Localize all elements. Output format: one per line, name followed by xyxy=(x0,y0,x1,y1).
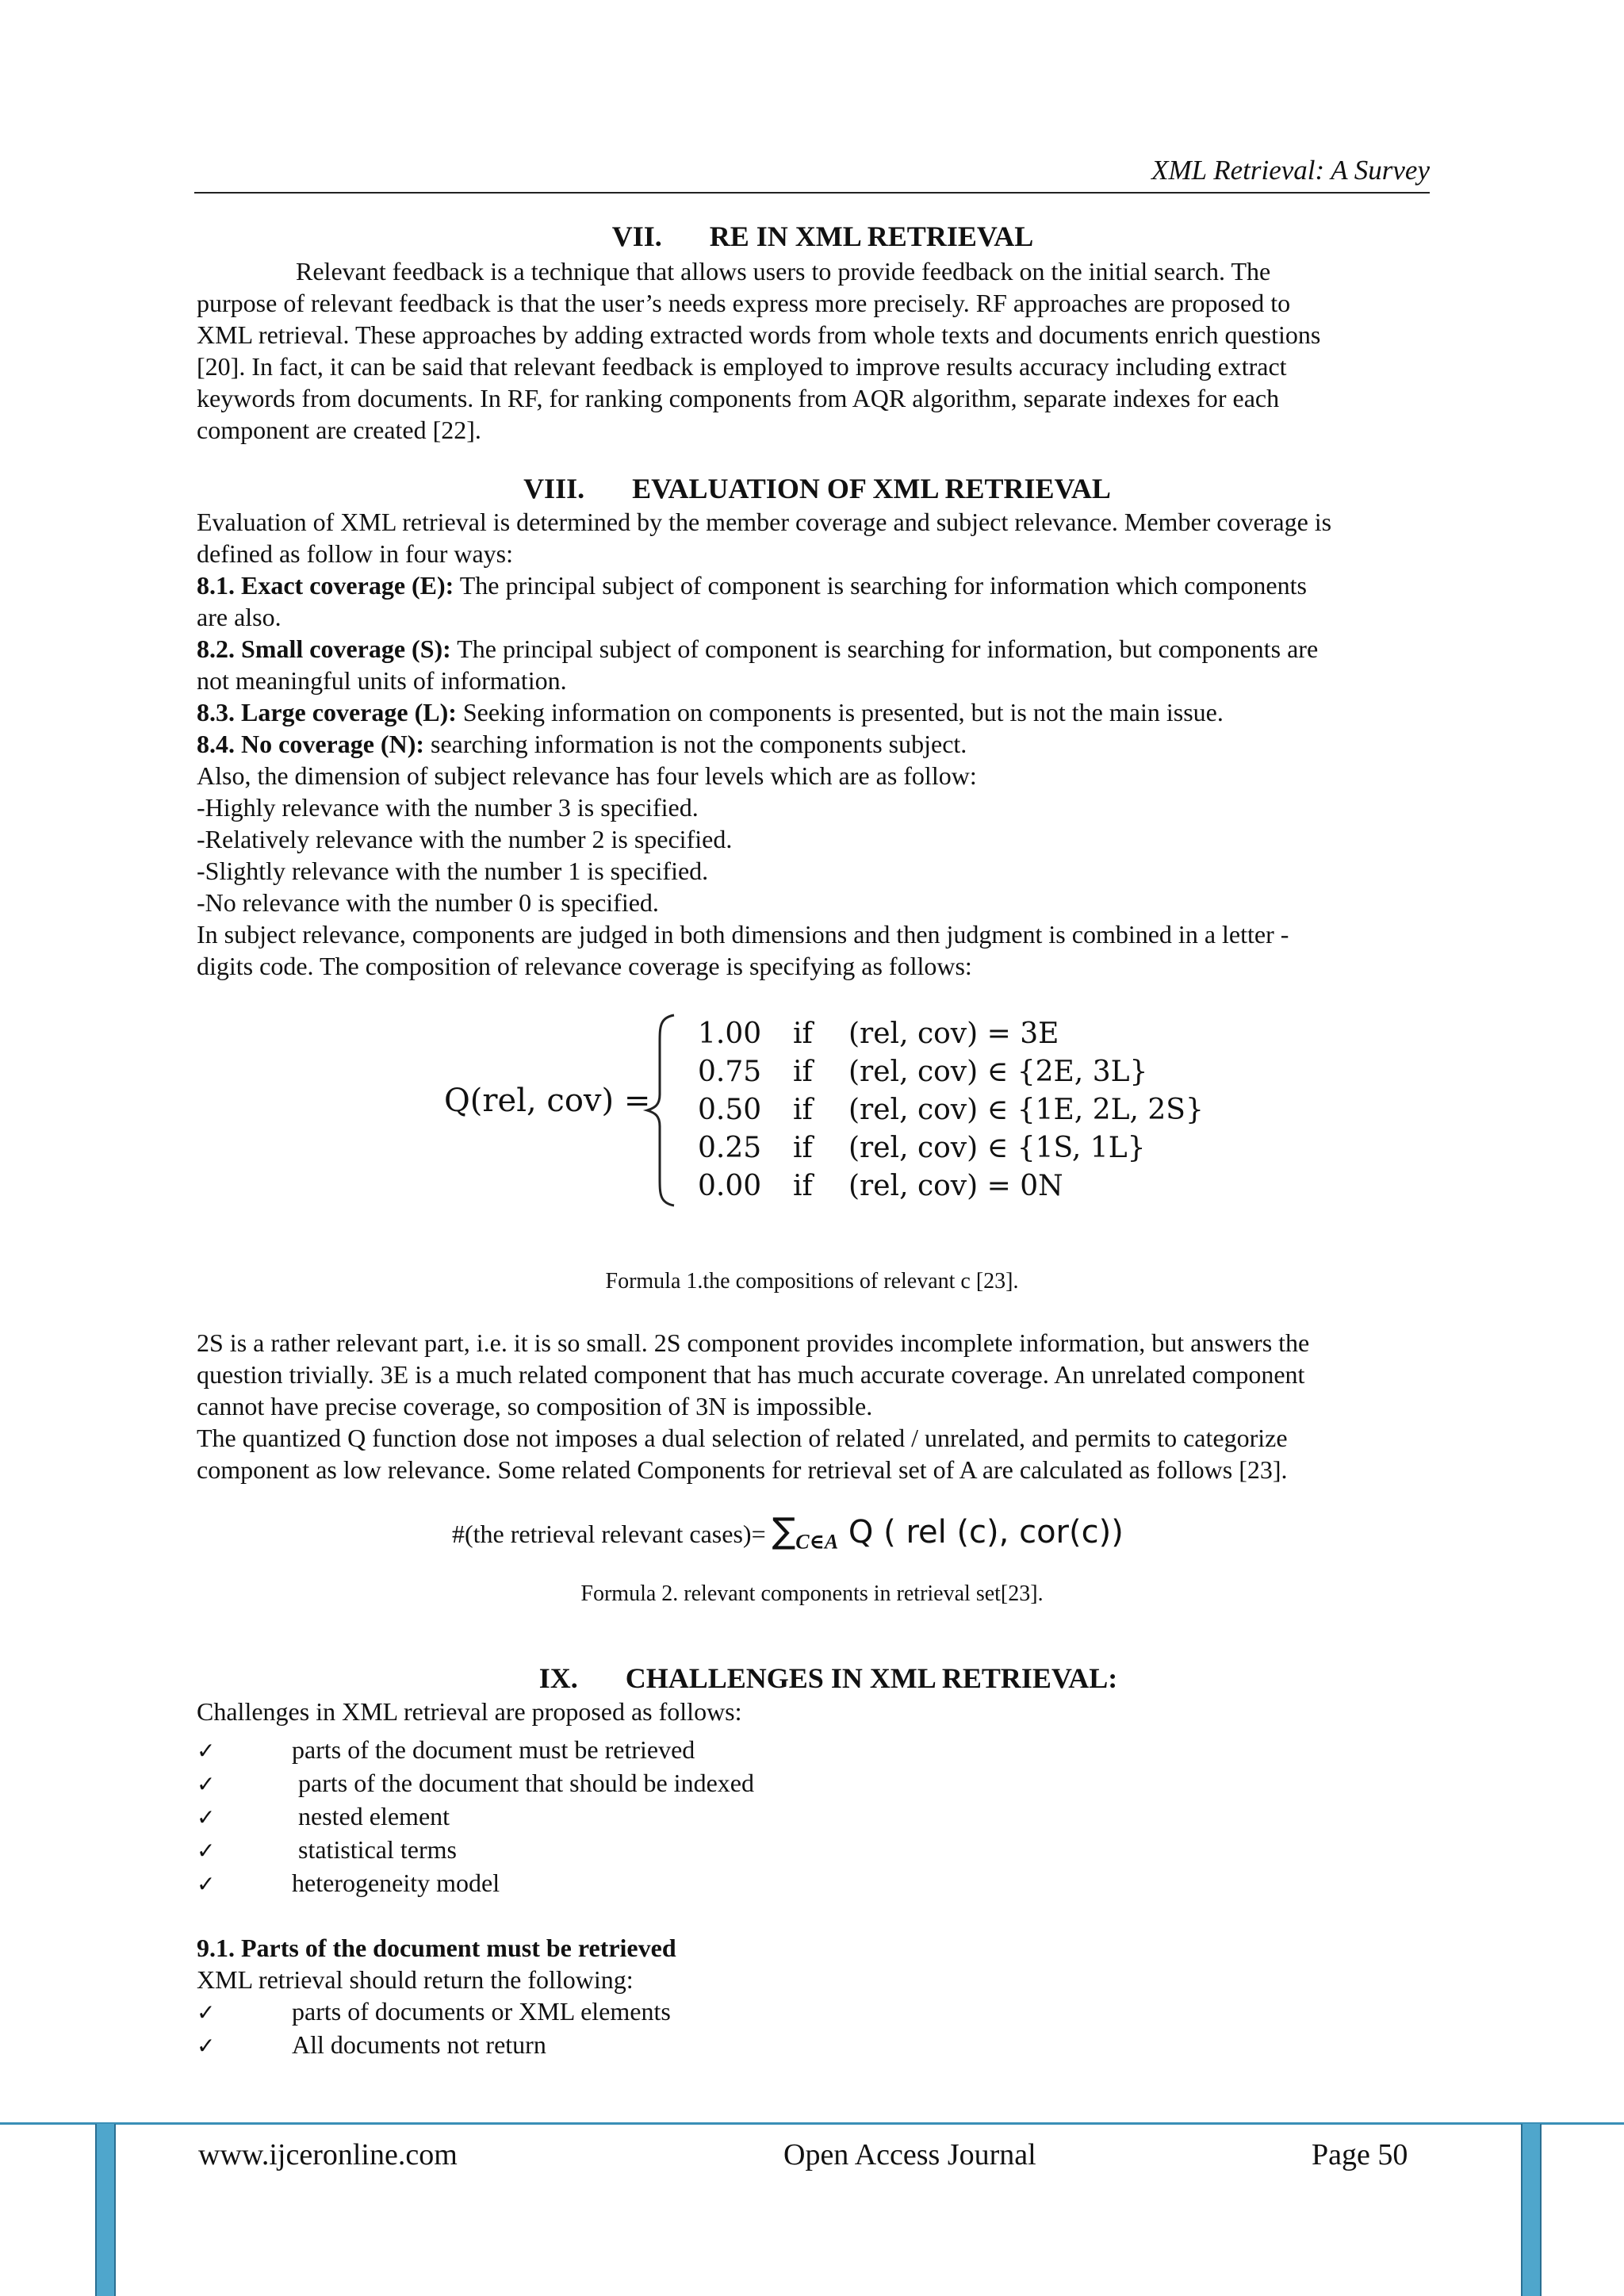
sum-symbol: ∑ xyxy=(772,1511,796,1551)
formula-1-case: 0.25 if (rel, cov) ∈ {1S, 1L} xyxy=(698,1132,1146,1164)
paragraph-line: component are created [22]. xyxy=(197,416,481,444)
relevance-line: -No relevance with the number 0 is specified. xyxy=(197,888,659,917)
checklist-item: ✓ heterogeneity model xyxy=(197,1867,1427,1900)
checklist-item: ✓ parts of the document must be retrieved xyxy=(197,1734,1427,1767)
section-7-number: VII. xyxy=(611,220,662,252)
section-8-number: VIII. xyxy=(523,473,585,504)
formula-1-lhs: Q(rel, cov) = xyxy=(444,1083,651,1119)
coverage-item-small: 8.2. Small coverage (S): The principal subject of component is searching for information, but components are xyxy=(197,634,1319,663)
paragraph-line: purpose of relevant feedback is that the user’s needs express more precisely. RF approaches are proposed to xyxy=(197,289,1291,317)
formula-2-rhs: Q ( rel (c), cor(c)) xyxy=(838,1514,1124,1550)
relevance-line: Also, the dimension of subject relevance has four levels which are as follow: xyxy=(197,761,977,790)
footer-right-bar xyxy=(1521,2124,1542,2296)
paragraph-line: XML retrieval should return the following: xyxy=(197,1965,634,1994)
section-8-body xyxy=(197,506,1427,982)
relevance-line: -Highly relevance with the number 3 is specified. xyxy=(197,793,699,822)
section-9-title: CHALLENGES IN XML RETRIEVAL: xyxy=(625,1662,1118,1694)
paragraph-line: cannot have precise coverage, so composition of 3N is impossible. xyxy=(197,1392,873,1420)
formula-1 xyxy=(444,1003,1204,1217)
section-9-heading xyxy=(197,1662,1427,1694)
paragraph-line: [20]. In fact, it can be said that relevant feedback is employed to improve results accuracy including extract xyxy=(197,352,1287,381)
running-title: XML Retrieval: A Survey xyxy=(1151,155,1430,186)
relevance-line: -Relatively relevance with the number 2 is specified. xyxy=(197,825,733,853)
formula-2-caption: Formula 2. relevant components in retrieval set[23]. xyxy=(580,1581,1044,1606)
section-9-body xyxy=(197,1696,1427,2062)
formula-1-case: 0.75 if (rel, cov) ∈ {2E, 3L} xyxy=(698,1056,1148,1088)
footer-journal: Open Access Journal xyxy=(783,2138,1036,2171)
check-icon: ✓ xyxy=(197,1999,216,2026)
paragraph-line: Relevant feedback is a technique that allows users to provide feedback on the initial search. The xyxy=(296,257,1271,286)
check-icon: ✓ xyxy=(197,1838,216,1864)
relevance-line: In subject relevance, components are judged in both dimensions and then judgment is combined in a letter - xyxy=(197,920,1289,949)
paragraph-line: 2S is a rather relevant part, i.e. it is so small. 2S component provides incomplete information, but answers the xyxy=(197,1328,1310,1357)
paragraph-line: Challenges in XML retrieval are proposed as follows: xyxy=(197,1697,742,1726)
section-7-title: RE IN XML RETRIEVAL xyxy=(709,220,1034,252)
formula-1-caption: Formula 1.the compositions of relevant c [23]. xyxy=(605,1269,1019,1294)
paragraph-line: Evaluation of XML retrieval is determined by the member coverage and subject relevance. Member coverage is xyxy=(197,508,1332,536)
paragraph-line: keywords from documents. In RF, for ranking components from AQR algorithm, separate indexes for each xyxy=(197,384,1280,412)
check-icon: ✓ xyxy=(197,1771,216,1797)
section-7-heading xyxy=(197,220,1427,252)
paragraph-line: question trivially. 3E is a much related component that has much accurate coverage. An unrelated component xyxy=(197,1360,1305,1389)
section-8-heading xyxy=(197,473,1427,504)
section-9-number: IX. xyxy=(538,1662,578,1694)
check-icon: ✓ xyxy=(197,1738,216,1764)
subsection-9-1 xyxy=(197,1932,1427,2062)
paragraph-line: XML retrieval. These approaches by adding extracted words from whole texts and documents enrich questions xyxy=(197,320,1321,349)
section-8-title: EVALUATION OF XML RETRIEVAL xyxy=(632,473,1111,504)
formula-2-lhs: #(the retrieval relevant cases)= xyxy=(452,1520,766,1548)
relevance-line: -Slightly relevance with the number 1 is specified. xyxy=(197,857,709,885)
checklist-item: ✓ parts of documents or XML elements xyxy=(197,1995,1427,2029)
paragraph-line: component as low relevance. Some related Components for retrieval set of A are calculated as follows [23]. xyxy=(197,1455,1288,1484)
coverage-item-small-cont: not meaningful units of information. xyxy=(197,666,567,695)
coverage-item-none: 8.4. No coverage (N): searching information is not the components subject. xyxy=(197,730,967,758)
formula-2-subscript: C∈A xyxy=(795,1530,839,1554)
header-rule xyxy=(194,192,1430,194)
footer-page-number: Page 50 xyxy=(1312,2138,1408,2171)
relevance-line: digits code. The composition of relevance coverage is specifying as follows: xyxy=(197,952,972,980)
checklist-item: ✓ statistical terms xyxy=(197,1834,1427,1867)
subsection-9-1-heading: 9.1. Parts of the document must be retrieved xyxy=(197,1934,676,1962)
footer-website: www.ijceronline.com xyxy=(198,2138,458,2171)
coverage-item-exact-cont: are also. xyxy=(197,603,282,631)
coverage-item-exact: 8.1. Exact coverage (E): The principal subject of component is searching for information which components xyxy=(197,571,1307,600)
formula-1-case: 0.50 if (rel, cov) ∈ {1E, 2L, 2S} xyxy=(698,1094,1204,1126)
paragraph-line: defined as follow in four ways: xyxy=(197,539,514,568)
challenges-checklist xyxy=(197,1734,1427,1900)
checklist-item: ✓ All documents not return xyxy=(197,2029,1427,2062)
check-icon: ✓ xyxy=(197,1804,216,1830)
coverage-item-large: 8.3. Large coverage (L): Seeking information on components is presented, but is not the main issue. xyxy=(197,698,1224,726)
formula-1-case: 1.00 if (rel, cov) = 3E xyxy=(698,1018,1059,1050)
left-brace-icon xyxy=(642,1011,682,1209)
footer-left-bar xyxy=(95,2124,116,2296)
paragraph-line: The quantized Q function dose not imposes a dual selection of related / unrelated, and permits to categorize xyxy=(197,1424,1288,1452)
section-7-paragraph xyxy=(197,255,1427,446)
section-8-discussion xyxy=(197,1327,1427,1485)
footer-rule xyxy=(0,2122,1624,2125)
checklist-item: ✓ nested element xyxy=(197,1800,1427,1834)
formula-1-case: 0.00 if (rel, cov) = 0N xyxy=(698,1170,1063,1202)
formula-2 xyxy=(452,1511,1124,1554)
check-icon: ✓ xyxy=(197,1871,216,1897)
check-icon: ✓ xyxy=(197,2033,216,2059)
checklist-item: ✓ parts of the document that should be indexed xyxy=(197,1767,1427,1800)
